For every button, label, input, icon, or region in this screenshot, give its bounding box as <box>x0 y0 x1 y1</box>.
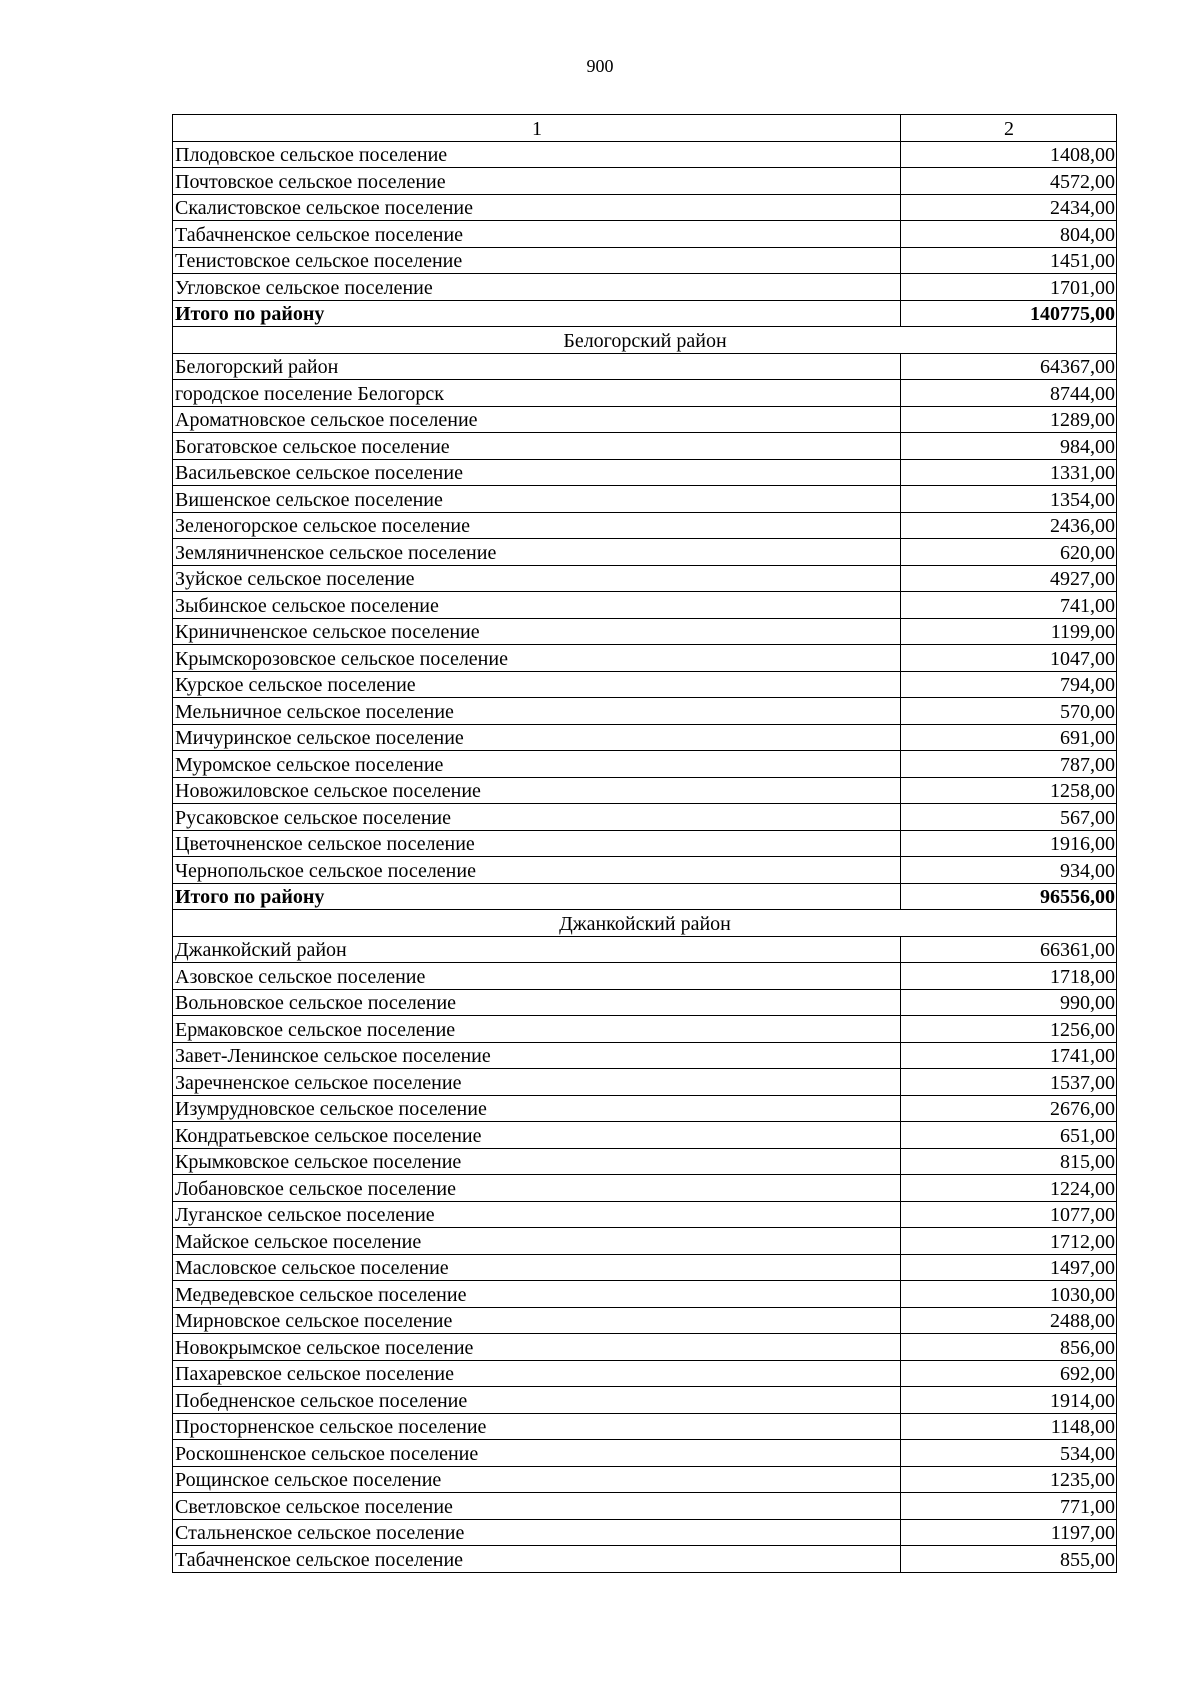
section-header-row <box>173 327 1117 354</box>
row-name: Земляничненское сельское поселение <box>173 539 901 566</box>
row-value: 1712,00 <box>901 1228 1117 1255</box>
budget-table <box>172 114 1117 1573</box>
row-name: Светловское сельское поселение <box>173 1493 901 1520</box>
row-name: Заречненское сельское поселение <box>173 1069 901 1096</box>
row-value: 804,00 <box>901 221 1117 248</box>
table-row <box>173 645 1117 672</box>
header-col-2: 2 <box>901 115 1117 142</box>
row-name: Завет-Ленинское сельское поселение <box>173 1042 901 1069</box>
row-value: 1408,00 <box>901 141 1117 168</box>
table-row <box>173 1546 1117 1573</box>
table-row <box>173 1387 1117 1414</box>
row-value: 1077,00 <box>901 1201 1117 1228</box>
row-name: Азовское сельское поселение <box>173 963 901 990</box>
row-name: Плодовское сельское поселение <box>173 141 901 168</box>
row-name: Просторненское сельское поселение <box>173 1413 901 1440</box>
table-row <box>173 1334 1117 1361</box>
table-row <box>173 804 1117 831</box>
row-value: 1741,00 <box>901 1042 1117 1069</box>
table-row <box>173 592 1117 619</box>
row-value: 856,00 <box>901 1334 1117 1361</box>
table-body <box>173 115 1117 1573</box>
table-row <box>173 247 1117 274</box>
row-value: 1451,00 <box>901 247 1117 274</box>
table-row <box>173 141 1117 168</box>
table-row <box>173 1042 1117 1069</box>
table-row <box>173 194 1117 221</box>
row-name: Богатовское сельское поселение <box>173 433 901 460</box>
row-value: 567,00 <box>901 804 1117 831</box>
row-name: Джанкойский район <box>173 936 901 963</box>
row-value: 984,00 <box>901 433 1117 460</box>
row-value: 534,00 <box>901 1440 1117 1467</box>
total-row <box>173 300 1117 327</box>
table-row <box>173 274 1117 301</box>
row-name: Роскошненское сельское поселение <box>173 1440 901 1467</box>
row-name: Криничненское сельское поселение <box>173 618 901 645</box>
table-row <box>173 1069 1117 1096</box>
total-row <box>173 883 1117 910</box>
row-value: 1718,00 <box>901 963 1117 990</box>
row-value: 1331,00 <box>901 459 1117 486</box>
row-name: Муромское сельское поселение <box>173 751 901 778</box>
header-col-1: 1 <box>173 115 901 142</box>
row-name: Угловское сельское поселение <box>173 274 901 301</box>
row-value: 855,00 <box>901 1546 1117 1573</box>
row-name: городское поселение Белогорск <box>173 380 901 407</box>
row-name: Тенистовское сельское поселение <box>173 247 901 274</box>
row-value: 1030,00 <box>901 1281 1117 1308</box>
table-row <box>173 539 1117 566</box>
table-row <box>173 671 1117 698</box>
row-name: Пахаревское сельское поселение <box>173 1360 901 1387</box>
table-row <box>173 565 1117 592</box>
table-row <box>173 989 1117 1016</box>
row-name: Мичуринское сельское поселение <box>173 724 901 751</box>
table-row <box>173 618 1117 645</box>
table-row <box>173 830 1117 857</box>
row-value: 2434,00 <box>901 194 1117 221</box>
section-title: Джанкойский район <box>173 910 1117 937</box>
row-value: 1224,00 <box>901 1175 1117 1202</box>
table-row <box>173 724 1117 751</box>
total-value: 140775,00 <box>901 300 1117 327</box>
table-row <box>173 1281 1117 1308</box>
row-value: 787,00 <box>901 751 1117 778</box>
row-value: 1289,00 <box>901 406 1117 433</box>
row-value: 1497,00 <box>901 1254 1117 1281</box>
row-name: Стальненское сельское поселение <box>173 1519 901 1546</box>
table-row <box>173 221 1117 248</box>
row-value: 1537,00 <box>901 1069 1117 1096</box>
row-value: 66361,00 <box>901 936 1117 963</box>
table-row <box>173 486 1117 513</box>
table-row <box>173 857 1117 884</box>
table-row <box>173 433 1117 460</box>
table-row <box>173 512 1117 539</box>
table-row <box>173 1440 1117 1467</box>
table-row <box>173 1201 1117 1228</box>
row-name: Зуйское сельское поселение <box>173 565 901 592</box>
row-name: Табачненское сельское поселение <box>173 221 901 248</box>
table-row <box>173 1360 1117 1387</box>
table-row <box>173 777 1117 804</box>
table-row <box>173 353 1117 380</box>
row-value: 1258,00 <box>901 777 1117 804</box>
table-row <box>173 1466 1117 1493</box>
row-value: 771,00 <box>901 1493 1117 1520</box>
table-row <box>173 168 1117 195</box>
row-name: Ароматновское сельское поселение <box>173 406 901 433</box>
row-value: 1256,00 <box>901 1016 1117 1043</box>
row-value: 1914,00 <box>901 1387 1117 1414</box>
header-row <box>173 115 1117 142</box>
row-value: 794,00 <box>901 671 1117 698</box>
section-title: Белогорский район <box>173 327 1117 354</box>
row-value: 2676,00 <box>901 1095 1117 1122</box>
row-value: 1148,00 <box>901 1413 1117 1440</box>
row-name: Зеленогорское сельское поселение <box>173 512 901 539</box>
row-name: Белогорский район <box>173 353 901 380</box>
table-row <box>173 1122 1117 1149</box>
row-value: 815,00 <box>901 1148 1117 1175</box>
table-row <box>173 1175 1117 1202</box>
total-label: Итого по району <box>173 883 901 910</box>
row-value: 692,00 <box>901 1360 1117 1387</box>
row-value: 1916,00 <box>901 830 1117 857</box>
total-value: 96556,00 <box>901 883 1117 910</box>
table-row <box>173 459 1117 486</box>
row-name: Русаковское сельское поселение <box>173 804 901 831</box>
row-value: 934,00 <box>901 857 1117 884</box>
table-row <box>173 698 1117 725</box>
row-name: Почтовское сельское поселение <box>173 168 901 195</box>
row-value: 8744,00 <box>901 380 1117 407</box>
table-row <box>173 1519 1117 1546</box>
table-row <box>173 936 1117 963</box>
row-name: Медведевское сельское поселение <box>173 1281 901 1308</box>
row-value: 620,00 <box>901 539 1117 566</box>
table-row <box>173 406 1117 433</box>
row-name: Крымковское сельское поселение <box>173 1148 901 1175</box>
row-name: Зыбинское сельское поселение <box>173 592 901 619</box>
row-name: Цветочненское сельское поселение <box>173 830 901 857</box>
table-row <box>173 1148 1117 1175</box>
row-value: 2436,00 <box>901 512 1117 539</box>
row-name: Изумрудновское сельское поселение <box>173 1095 901 1122</box>
row-value: 570,00 <box>901 698 1117 725</box>
table-row <box>173 1254 1117 1281</box>
row-value: 990,00 <box>901 989 1117 1016</box>
table-row <box>173 1228 1117 1255</box>
row-value: 4572,00 <box>901 168 1117 195</box>
table-row <box>173 1095 1117 1122</box>
row-name: Вишенское сельское поселение <box>173 486 901 513</box>
table-row <box>173 751 1117 778</box>
row-name: Крымскорозовское сельское поселение <box>173 645 901 672</box>
section-header-row <box>173 910 1117 937</box>
row-value: 1199,00 <box>901 618 1117 645</box>
row-name: Скалистовское сельское поселение <box>173 194 901 221</box>
row-name: Новожиловское сельское поселение <box>173 777 901 804</box>
table-row <box>173 963 1117 990</box>
table-row <box>173 380 1117 407</box>
row-value: 64367,00 <box>901 353 1117 380</box>
row-name: Курское сельское поселение <box>173 671 901 698</box>
row-name: Лобановское сельское поселение <box>173 1175 901 1202</box>
row-value: 1701,00 <box>901 274 1117 301</box>
row-name: Рощинское сельское поселение <box>173 1466 901 1493</box>
row-name: Табачненское сельское поселение <box>173 1546 901 1573</box>
row-name: Ермаковское сельское поселение <box>173 1016 901 1043</box>
row-value: 1197,00 <box>901 1519 1117 1546</box>
row-value: 2488,00 <box>901 1307 1117 1334</box>
page-number: 900 <box>586 56 614 76</box>
row-value: 741,00 <box>901 592 1117 619</box>
row-name: Майское сельское поселение <box>173 1228 901 1255</box>
table-row <box>173 1493 1117 1520</box>
table-row <box>173 1016 1117 1043</box>
table-row <box>173 1307 1117 1334</box>
row-name: Победненское сельское поселение <box>173 1387 901 1414</box>
row-name: Мельничное сельское поселение <box>173 698 901 725</box>
row-value: 4927,00 <box>901 565 1117 592</box>
row-name: Васильевское сельское поселение <box>173 459 901 486</box>
row-name: Масловское сельское поселение <box>173 1254 901 1281</box>
row-value: 1354,00 <box>901 486 1117 513</box>
row-value: 1235,00 <box>901 1466 1117 1493</box>
row-name: Луганское сельское поселение <box>173 1201 901 1228</box>
row-name: Кондратьевское сельское поселение <box>173 1122 901 1149</box>
row-name: Чернопольское сельское поселение <box>173 857 901 884</box>
total-label: Итого по району <box>173 300 901 327</box>
row-name: Новокрымское сельское поселение <box>173 1334 901 1361</box>
row-value: 1047,00 <box>901 645 1117 672</box>
table-row <box>173 1413 1117 1440</box>
row-name: Вольновское сельское поселение <box>173 989 901 1016</box>
row-value: 691,00 <box>901 724 1117 751</box>
row-value: 651,00 <box>901 1122 1117 1149</box>
row-name: Мирновское сельское поселение <box>173 1307 901 1334</box>
